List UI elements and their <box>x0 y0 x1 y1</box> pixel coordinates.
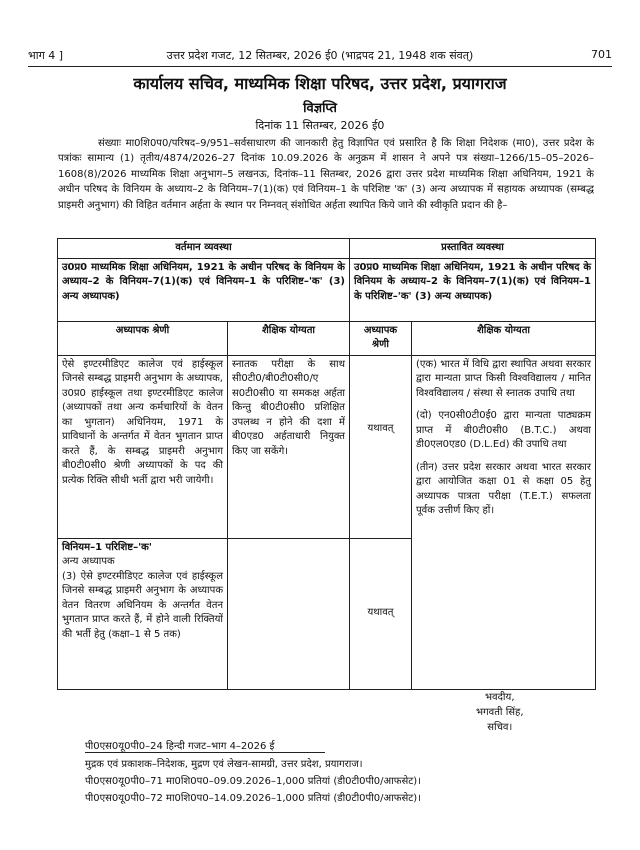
printer-line: मुद्रक एवं प्रकाशक–निदेशक, मुद्रण एवं लेखन-सामग्री, उत्तर प्रदेश, प्रयागराज। <box>85 759 363 770</box>
proposed-qualification-2: (दो) एन0सी0टी0ई0 द्वारा मान्यता पाठ्यक्रम प्राप्त में बी0टी0सी0 (B.T.C.) अथवा डी0एल0एड0 (D.L.Ed) की उपाधि तथा <box>416 410 591 450</box>
table-column-header-row <box>58 321 596 355</box>
gazette-header <box>28 46 612 67</box>
signature-closing: भवदीय, <box>485 692 515 703</box>
proposed-qualification-3: (तीन) उत्तर प्रदेश सरकार अथवा भारत सरकार द्वारा आयोजित कक्षा 01 से कक्षा 05 हेतु अध्यापक पात्रता परीक्षा (T.E.T.) सफलता पूर्वक उत्तीर्ण किए हों। <box>416 461 591 516</box>
qualification-table <box>57 238 596 690</box>
row1-teacher-category: ऐसे इण्टरमीडिएट कालेज एवं हाईस्कूल जिनसे सम्बद्ध प्राइमरी अनुभाग के अध्यापक, उ0प्र0 हाईस्कूल तथा इण्टरमीडिएट कालेज (अध्यापकों तथा अन्य कर्मचारियों के वेतन का भुगतान) अधिनियम, 1971 के प्राविधानों के अन्तर्गत में वेतन भुगतान प्राप्त करते हैं, के सम्बद्ध प्राइमरी अनुभाग बी0टी0सी0 श्रेणी अध्यापकों के पद की प्रत्येक रिक्ति सीधी भर्ती द्वारा भरी जायेगी। <box>58 355 228 538</box>
col-teacher-category-proposed: अध्यापक श्रेणी <box>350 321 412 355</box>
proposed-system-subheading: उ0प्र0 माध्यमिक शिक्षा अधिनियम, 1921 के अधीन परिषद के विनियम के अध्याय–2 के विनियम–7(1)(क) एवं विनियम–1 के परिशिष्ट–'क' (3) अन्य अध्यापक) <box>350 258 596 321</box>
table-subheading-row <box>58 258 596 321</box>
proposed-qualification-cell <box>412 355 596 689</box>
gazette-part-label: भाग 4 ] <box>28 49 64 62</box>
proposed-qualification-1: (एक) भारत में विधि द्वारा स्थापित अथवा सरकार द्वारा मान्यता प्राप्त किसी विश्वविद्यालय / मानित विश्वविद्यालय / संस्था से स्नातक उपाधि तथा <box>416 358 591 399</box>
footer-divider <box>85 752 325 753</box>
row2-proposed-category: यथावत् <box>350 538 412 689</box>
row2-text: (3) ऐसे इण्टरमीडिएट कालेज एवं हाईस्कूल जिनसे सम्बद्ध प्राइमरी अनुभाग के अध्यापक वेतन वितरण अधिनियम के अन्तर्गत वेतन भुगतान प्राप्त करते हैं, में होने वाली रिक्तियों की भर्ती हेतु (कक्षा–1 से 5 तक) <box>62 570 223 640</box>
print-record-2: पी0एस0यू0पी0–72 मा0शि0प0–14.09.2026–1,000 प्रतियां (डी0टी0पी0/आफसेट)। <box>85 793 421 804</box>
signatory-designation: सचिव। <box>487 722 513 733</box>
current-system-subheading: उ0प्र0 माध्यमिक शिक्षा अधिनियम, 1921 के अधीन परिषद के विनियम के अध्याय–2 के विनियम–7(1)(क) एवं विनियम–1 के परिशिष्ट–'क' (3) अन्य अध्यापक) <box>58 258 350 321</box>
table-row <box>58 355 596 538</box>
gazette-reference: पी0एस0यू0पी0–24 हिन्दी गजट–भाग 4–2026 ई <box>85 741 275 752</box>
table-heading-row <box>58 239 596 259</box>
current-system-heading: वर्तमान व्यवस्था <box>58 239 350 259</box>
col-qualification-proposed: शैक्षिक योग्यता <box>412 321 596 355</box>
signatory-name: भगवती सिंह, <box>476 707 524 718</box>
office-title: कार्यालय सचिव, माध्यमिक शिक्षा परिषद, उत्तर प्रदेश, प्रयागराज <box>133 74 507 93</box>
notice-title: विज्ञप्ति <box>303 101 337 116</box>
row2-subheading: अन्य अध्यापक <box>62 556 115 567</box>
row1-proposed-category: यथावत् <box>350 355 412 538</box>
print-record-1: पी0एस0यू0पी0–71 मा0शि0प0–09.09.2026–1,000 प्रतियां (डी0टी0पी0/आफसेट)। <box>85 776 421 787</box>
row2-teacher-category <box>58 538 228 689</box>
row2-heading: विनियम–1 परिशिष्ट–'क' <box>62 541 152 553</box>
page-number: 701 <box>591 48 612 61</box>
row1-qualification: स्नातक परीक्षा के साथ सी0टी0/बी0टी0सी0/ए स0टी0सी0 या समकक्ष अर्हता किन्तु बी0टी0सी0 प्रशिक्षित उपलब्ध न होने की दशा में बी0एड0 अर्हताधारी नियुक्त किए जा सकेंगे। <box>228 355 350 538</box>
footer-block <box>85 756 421 807</box>
signature-block <box>476 690 524 735</box>
col-teacher-category: अध्यापक श्रेणी <box>58 321 228 355</box>
row2-qualification <box>228 538 350 689</box>
col-qualification: शैक्षिक योग्यता <box>228 321 350 355</box>
notice-date: दिनांक 11 सितम्बर, 2026 ई0 <box>255 119 385 132</box>
proposed-system-heading: प्रस्तावित व्यवस्था <box>350 239 596 259</box>
gazette-title-date: उत्तर प्रदेश गजट, 12 सितम्बर, 2026 ई0 (भाद्रपद 21, 1948 शक संवत्) <box>166 49 474 62</box>
intro-paragraph: संख्याः मा0शि0प0/परिषद–9/951–सर्वसाधारण की जानकारी हेतु विज्ञापित एवं प्रसारित है कि शिक्षा निदेशक (मा0), उत्तर प्रदेश के पत्रांकः सामान्य (1) तृतीय/4874/2026–27 दिनांक 10.09.2026 के अनुक्रम में शासन ने अपने पत्र संख्या–1266/15–05–2026–1608(8)/2026 माध्यमिक शिक्षा अनुभाग–5 लखनऊ, दिनांक–11 सितम्बर, 2026 द्वारा उत्तर प्रदेश माध्यमिक शिक्षा अधिनियम, 1921 के अधीन परिषद के विनियम के अध्याय–2 के विनियम–7(1)(क) एवं विनियम–1 के परिशिष्ट 'क' (3) अन्य अध्यापक में सहायक अध्यापक (सम्बद्ध प्राइमरी अनुभाग) की विहित वर्तमान अर्हता के स्थान पर निम्नवत् संशोधित अर्हता स्थापित किये जाने की स्वीकृति प्रदान की है– <box>58 138 594 211</box>
